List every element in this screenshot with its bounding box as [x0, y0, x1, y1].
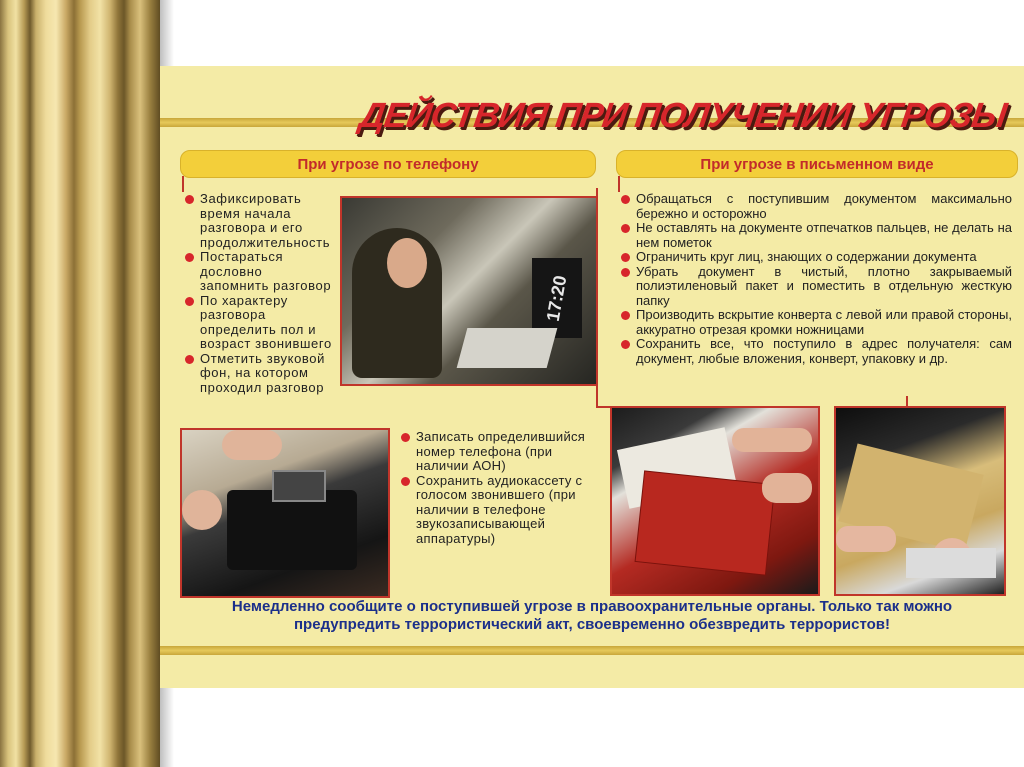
- footer-warning: Немедленно сообщите о поступившей угрозе в правоохранительные органы. Только так можно предупредить террористический акт, своевременно обезвредить террористов!: [231, 598, 953, 633]
- photo-hand-shape: [732, 428, 812, 452]
- photo-hand-shape: [222, 430, 282, 460]
- photo-monitor-shape: [532, 258, 582, 338]
- list-item: Отметить звуковой фон, на котором проходил разговор: [182, 352, 334, 396]
- list-item: Сохранить аудиокассету с голосом звонившего (при наличии в телефоне звукозаписывающей аппаратуры): [398, 474, 600, 547]
- photo-folder-shape: [636, 471, 775, 574]
- list-item: Ограничить круг лиц, знающих о содержании документа: [618, 250, 1012, 265]
- list-item: По характеру разговора определить пол и возраст звонившего: [182, 294, 334, 352]
- connector-line: [618, 176, 620, 192]
- letter-actions-list: [618, 192, 1012, 366]
- poster-title: ДЕЙСТВИЯ ПРИ ПОЛУЧЕНИИ УГРОЗЫ: [357, 96, 1009, 135]
- photo-keyboard-shape: [906, 548, 996, 578]
- photo-hand-shape: [762, 473, 812, 503]
- threat-actions-poster: [160, 66, 1024, 688]
- photo-hand-shape: [836, 526, 896, 552]
- bottom-gold-band: [160, 646, 1024, 655]
- photo-device-shape: [227, 490, 357, 570]
- list-item: Записать определившийся номер телефона (при наличии АОН): [398, 430, 600, 474]
- photo-envelope-opening: [834, 406, 1006, 596]
- photo-cassette-shape: [272, 470, 326, 502]
- photo-red-folder: [610, 406, 820, 596]
- photo-answering-machine: [180, 428, 390, 598]
- list-item: Производить вскрытие конверта с левой или правой стороны, аккуратно отрезая кромки ножницами: [618, 308, 1012, 337]
- connector-line: [182, 176, 184, 192]
- list-item: Не оставлять на документе отпечатков пальцев, не делать на нем пометок: [618, 221, 1012, 250]
- letter-section-header: При угрозе в письменном виде: [616, 150, 1018, 178]
- list-item: Сохранить все, что поступило в адрес получателя: сам документ, любые вложения, конверт, упаковку и др.: [618, 337, 1012, 366]
- photo-hand-shape: [182, 490, 222, 530]
- photo-keyboard-shape: [457, 328, 558, 368]
- phone-recording-list: [398, 430, 600, 546]
- list-item: Убрать документ в чистый, плотно закрываемый полиэтиленовый пакет и поместить в отдельную жесткую папку: [618, 265, 1012, 309]
- list-item: Зафиксировать время начала разговора и его продолжительность: [182, 192, 334, 250]
- decorative-column-strip: [0, 0, 160, 767]
- photo-face-shape: [387, 238, 427, 288]
- phone-actions-list: [182, 192, 334, 395]
- photo-clock-text: 17:20: [542, 273, 571, 323]
- photo-woman-on-phone: [340, 196, 598, 386]
- list-item: Постараться дословно запомнить разговор: [182, 250, 334, 294]
- phone-section-header: При угрозе по телефону: [180, 150, 596, 178]
- list-item: Обращаться с поступившим документом максимально бережно и осторожно: [618, 192, 1012, 221]
